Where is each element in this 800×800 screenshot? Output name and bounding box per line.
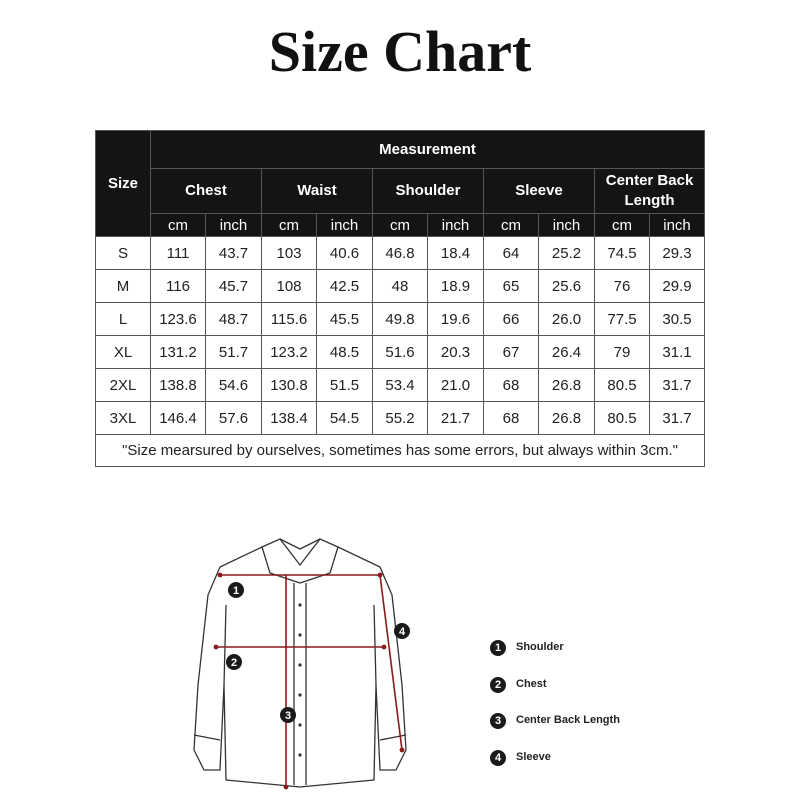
group-header: Sleeve [484, 169, 595, 214]
value-cell: 55.2 [373, 402, 428, 435]
value-cell: 103 [262, 237, 317, 270]
value-cell: 30.5 [650, 303, 705, 336]
unit-header: cm [151, 214, 206, 237]
value-cell: 146.4 [151, 402, 206, 435]
value-cell: 20.3 [428, 336, 484, 369]
value-cell: 51.5 [317, 369, 373, 402]
size-cell: L [96, 303, 151, 336]
value-cell: 48.7 [206, 303, 262, 336]
value-cell: 48 [373, 270, 428, 303]
value-cell: 48.5 [317, 336, 373, 369]
value-cell: 80.5 [595, 402, 650, 435]
shirt-diagram-icon [180, 535, 470, 795]
table-row [96, 303, 705, 336]
legend-item-center-back-length [490, 713, 690, 733]
value-cell: 29.9 [650, 270, 705, 303]
value-cell: 40.6 [317, 237, 373, 270]
legend-number-3: 3 [490, 713, 506, 729]
value-cell: 18.4 [428, 237, 484, 270]
size-column-header: Size [96, 131, 151, 237]
unit-header: inch [317, 214, 373, 237]
value-cell: 130.8 [262, 369, 317, 402]
value-cell: 46.8 [373, 237, 428, 270]
table-row [96, 369, 705, 402]
legend-label-center-back-length: Center Back Length [516, 714, 620, 726]
legend-item-shoulder [490, 640, 690, 660]
value-cell: 42.5 [317, 270, 373, 303]
unit-header: cm [595, 214, 650, 237]
measurement-header: Measurement [151, 131, 705, 169]
value-cell: 26.4 [539, 336, 595, 369]
value-cell: 65 [484, 270, 539, 303]
value-cell: 31.1 [650, 336, 705, 369]
svg-text:3: 3 [284, 710, 292, 722]
value-cell: 51.7 [206, 336, 262, 369]
group-header: Waist [262, 169, 373, 214]
value-cell: 21.0 [428, 369, 484, 402]
value-cell: 57.6 [206, 402, 262, 435]
value-cell: 80.5 [595, 369, 650, 402]
value-cell: 138.4 [262, 402, 317, 435]
legend-number-2: 2 [490, 677, 506, 693]
value-cell: 51.6 [373, 336, 428, 369]
group-header: Chest [151, 169, 262, 214]
table-row [96, 402, 705, 435]
svg-text:4: 4 [398, 626, 406, 638]
size-cell: XL [96, 336, 151, 369]
value-cell: 108 [262, 270, 317, 303]
value-cell: 21.7 [428, 402, 484, 435]
page-title: Size Chart [268, 19, 532, 84]
legend-label-shoulder: Shoulder [516, 641, 564, 653]
value-cell: 31.7 [650, 369, 705, 402]
table-row [96, 270, 705, 303]
svg-text:2: 2 [230, 657, 238, 669]
group-header: Shoulder [373, 169, 484, 214]
value-cell: 115.6 [262, 303, 317, 336]
value-cell: 68 [484, 369, 539, 402]
unit-header: inch [206, 214, 262, 237]
unit-header: inch [539, 214, 595, 237]
value-cell: 29.3 [650, 237, 705, 270]
svg-text:1: 1 [232, 585, 240, 597]
size-table [95, 130, 705, 467]
value-cell: 123.6 [151, 303, 206, 336]
unit-header: cm [373, 214, 428, 237]
size-cell: 3XL [96, 402, 151, 435]
measurement-note: "Size mearsured by ourselves, sometimes has some errors, but always within 3cm." [96, 435, 705, 467]
sleeve-measure-line [380, 575, 402, 750]
group-header: Center Back Length [595, 169, 705, 214]
size-cell: M [96, 270, 151, 303]
value-cell: 116 [151, 270, 206, 303]
legend-item-chest [490, 677, 690, 697]
value-cell: 54.5 [317, 402, 373, 435]
value-cell: 45.5 [317, 303, 373, 336]
value-cell: 111 [151, 237, 206, 270]
value-cell: 76 [595, 270, 650, 303]
value-cell: 53.4 [373, 369, 428, 402]
legend-number-4: 4 [490, 750, 506, 766]
value-cell: 123.2 [262, 336, 317, 369]
size-cell: S [96, 237, 151, 270]
value-cell: 67 [484, 336, 539, 369]
value-cell: 74.5 [595, 237, 650, 270]
diagram-marker-2 [226, 654, 242, 670]
diagram-marker-1 [228, 582, 244, 598]
unit-header: cm [484, 214, 539, 237]
value-cell: 131.2 [151, 336, 206, 369]
value-cell: 19.6 [428, 303, 484, 336]
diagram-marker-4 [394, 623, 410, 639]
value-cell: 25.2 [539, 237, 595, 270]
legend-label-sleeve: Sleeve [516, 751, 551, 763]
value-cell: 25.6 [539, 270, 595, 303]
legend-label-chest: Chest [516, 678, 547, 690]
unit-header: inch [428, 214, 484, 237]
value-cell: 68 [484, 402, 539, 435]
value-cell: 54.6 [206, 369, 262, 402]
value-cell: 77.5 [595, 303, 650, 336]
diagram-marker-3 [280, 707, 296, 723]
legend-item-sleeve [490, 750, 690, 770]
value-cell: 26.0 [539, 303, 595, 336]
value-cell: 66 [484, 303, 539, 336]
value-cell: 49.8 [373, 303, 428, 336]
size-cell: 2XL [96, 369, 151, 402]
value-cell: 79 [595, 336, 650, 369]
collar-outline [262, 539, 338, 583]
value-cell: 26.8 [539, 402, 595, 435]
value-cell: 26.8 [539, 369, 595, 402]
value-cell: 43.7 [206, 237, 262, 270]
value-cell: 64 [484, 237, 539, 270]
unit-header: cm [262, 214, 317, 237]
value-cell: 18.9 [428, 270, 484, 303]
value-cell: 138.8 [151, 369, 206, 402]
value-cell: 45.7 [206, 270, 262, 303]
value-cell: 31.7 [650, 402, 705, 435]
unit-header: inch [650, 214, 705, 237]
legend-number-1: 1 [490, 640, 506, 656]
table-row [96, 336, 705, 369]
table-row [96, 237, 705, 270]
